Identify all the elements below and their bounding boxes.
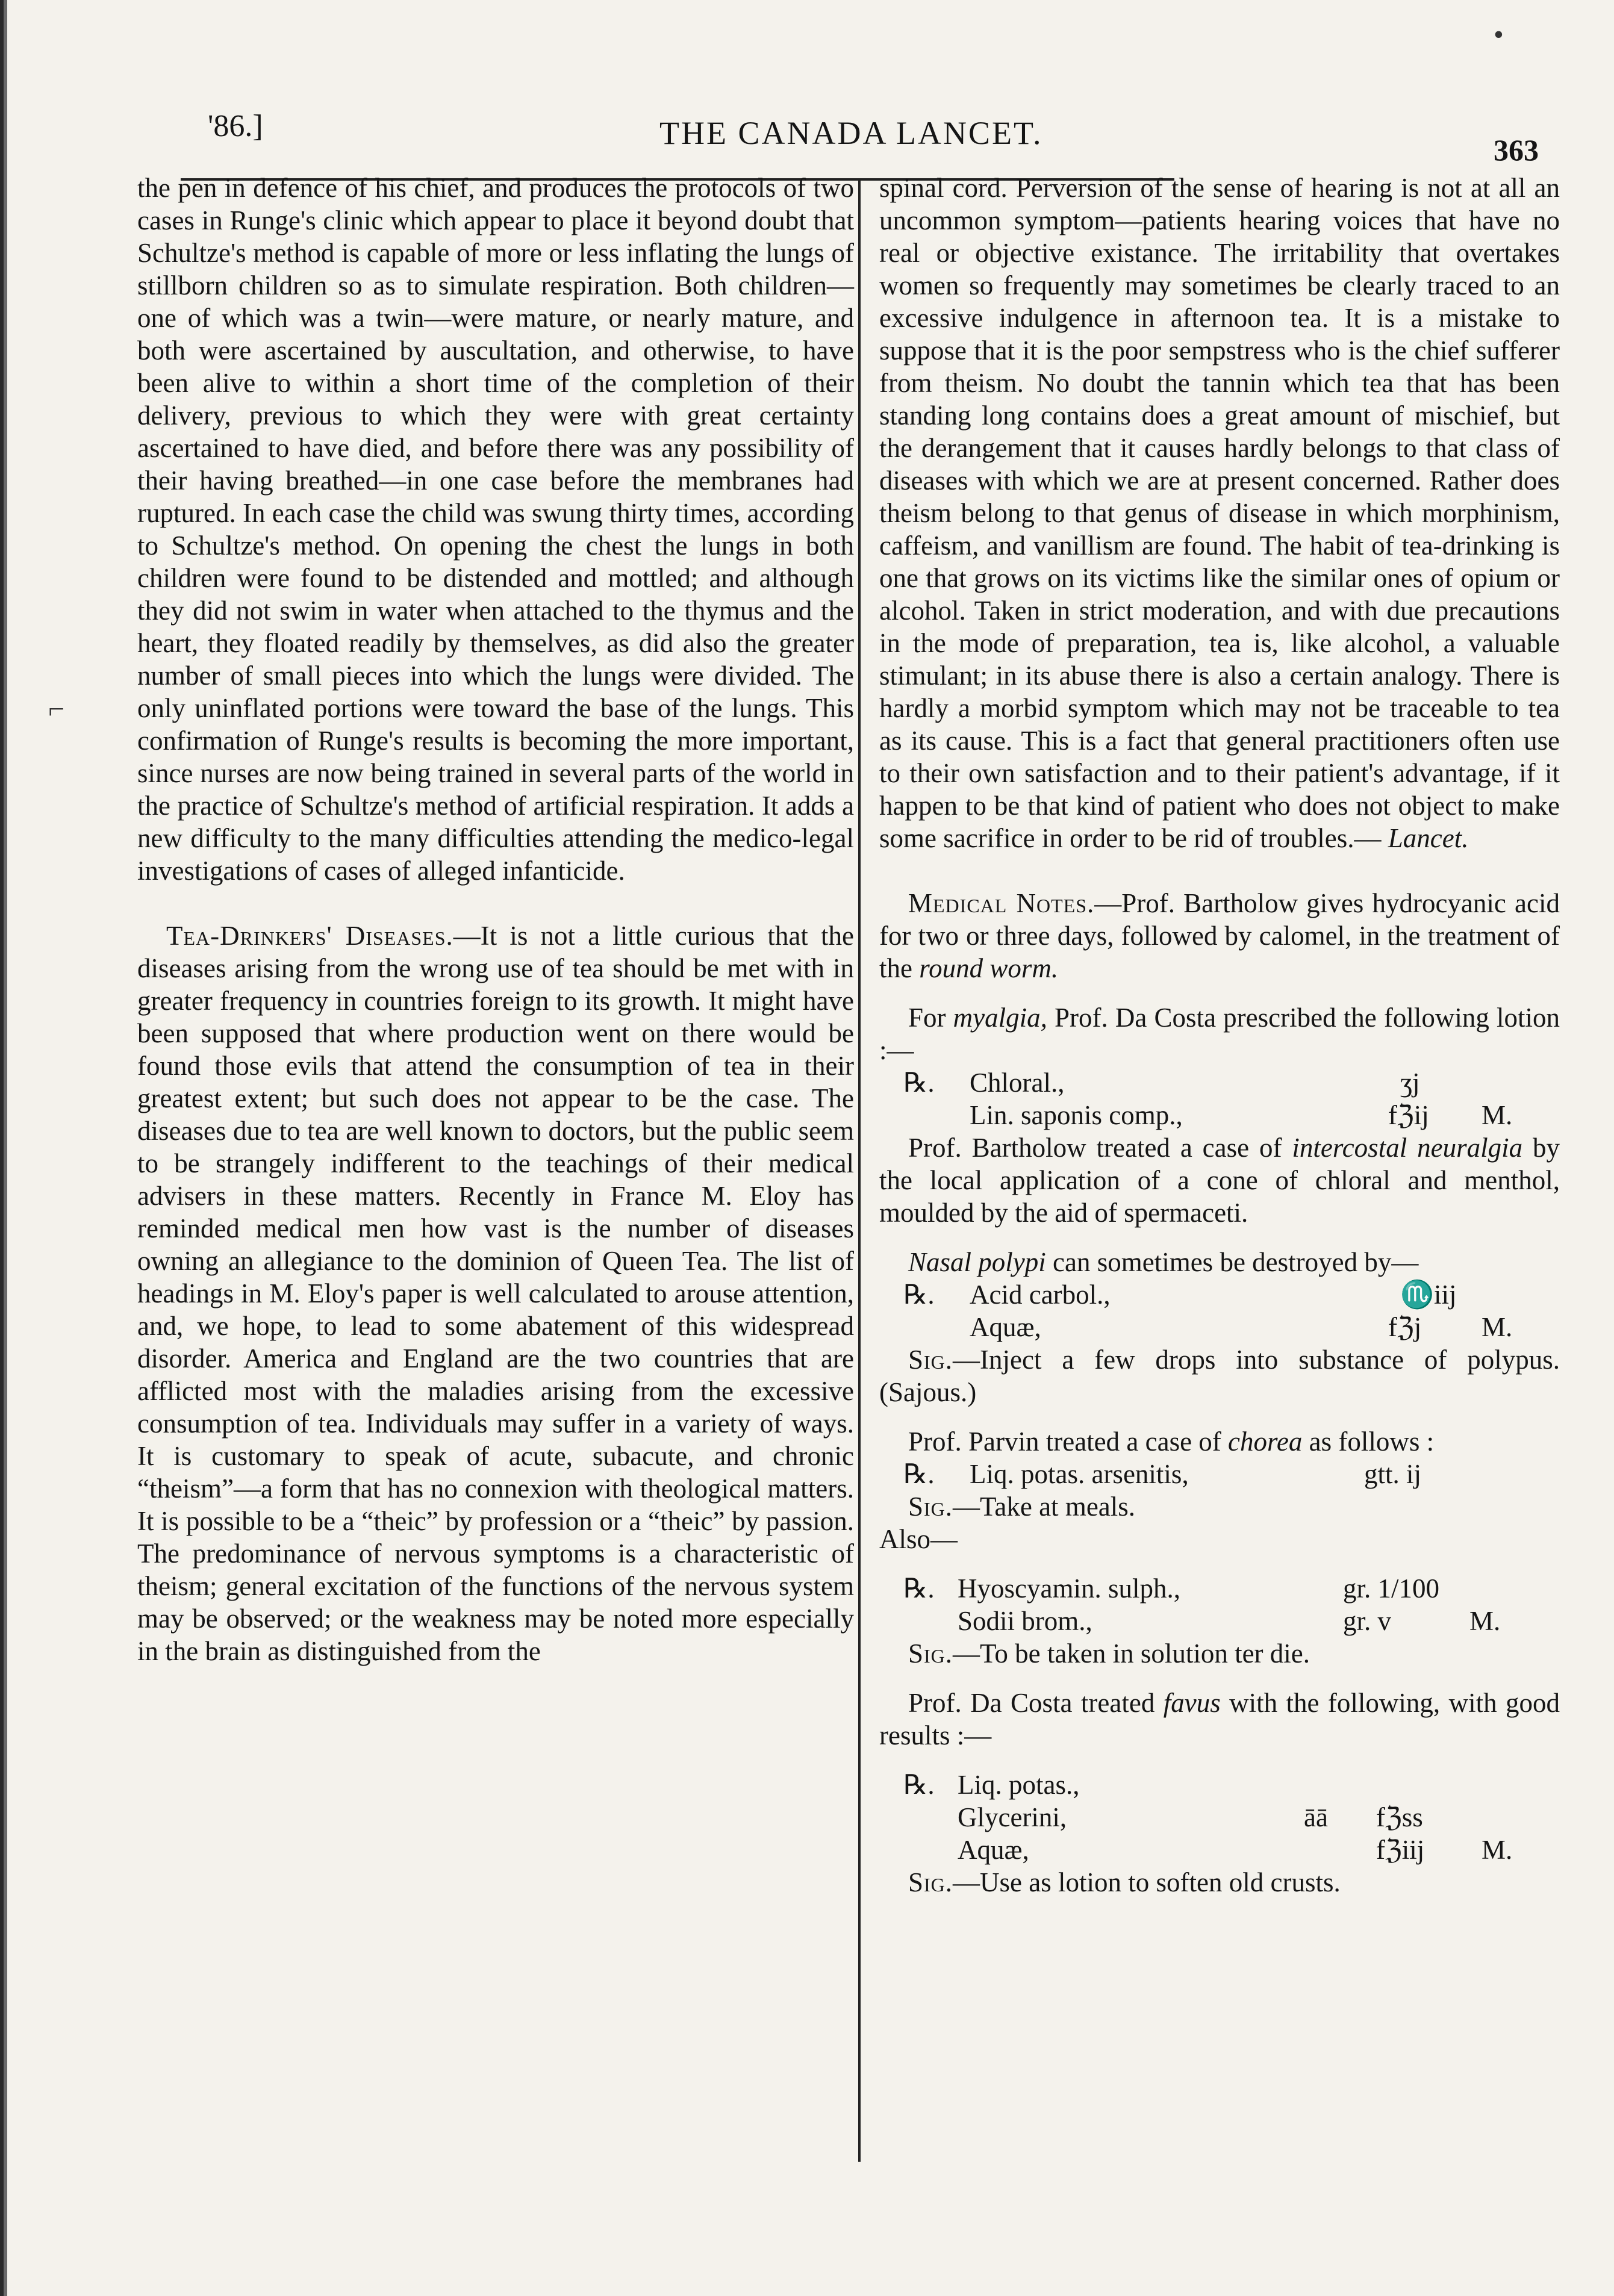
prescription-line: [879, 1278, 1560, 1311]
rx-ingredient: Glycerini,: [958, 1802, 1067, 1832]
signa-label: Sig.: [908, 1638, 953, 1669]
rx-symbol: ℞.: [903, 1068, 935, 1098]
rx-dose: gtt. ij: [1364, 1459, 1422, 1489]
favus-lead: Prof. Da Costa treated: [908, 1688, 1164, 1718]
right-column: [879, 172, 1560, 1899]
tea-source: Lancet.: [1388, 823, 1469, 853]
rx-dose: gr. v: [1343, 1606, 1392, 1636]
prescription-line: [879, 1066, 1560, 1099]
scan-binding-edge: [0, 0, 23, 2296]
signa-text: —To be taken in solution ter die.: [953, 1638, 1310, 1669]
nasal-polypi-text: can sometimes be destroyed by—: [1045, 1247, 1419, 1277]
left-column: [137, 172, 854, 1667]
tea-continued-text: spinal cord. Perversion of the sense of hearing is not at all an uncommon symptom—patients hearing voices that have no real or objective existance. The irritability that overtakes women so frequently may sometimes be clearly traced to an excessive indulgence in afternoon tea. It is a mistake to suppose that it is the poor sempstress who is the chief sufferer from theism. No doubt the tannin which tea that has been standing long contains does a great amount of mischief, but the derangement that it causes hardly belongs to that class of diseases with which we are at present concerned. Rather does theism belong to that genus of disease in which morphinism, caffeism, and vanillism are found. The habit of tea-drinking is one that grows on its victims like the similar ones of opium or alcohol. Taken in strict moderation, and with due precautions in the mode of preparation, tea is, like alcohol, a valuable stimulant; in its abuse there is also a certain analogy. There is hardly a morbid symptom which may not be traceable to tea as its cause. This is a fact that general practitioners often use to their own satisfaction and to their patient's advantage, if it happen to be that kind of patient who does not object to make some sacrifice in order to be rid of troubles.—: [879, 173, 1560, 853]
intercostal-lead: Prof. Bartholow treated a case of: [908, 1133, 1292, 1163]
intercostal-paragraph: [879, 1131, 1560, 1229]
prescription-line: [879, 1572, 1560, 1605]
signa-line: [879, 1637, 1560, 1670]
rx-dose: fℨiij: [1376, 1835, 1425, 1865]
rx-dose: fℨss: [1376, 1802, 1423, 1832]
signa-label: Sig.: [908, 1867, 953, 1897]
rx-ingredient: Aquæ,: [958, 1835, 1029, 1865]
also-line: Also—: [879, 1524, 958, 1554]
prescription-line: [879, 1311, 1560, 1343]
signa-label: Sig.: [908, 1345, 953, 1375]
round-worm-term: round worm.: [919, 953, 1059, 983]
tea-drinkers-article: [137, 919, 854, 1667]
schultze-paragraph: the pen in defence of his chief, and produces the protocols of two cases in Runge's clinic which appear to place it beyond doubt that Schultze's method is capable of more or less inflating the lungs of stillborn children so as to simulate respiration. Both children—one of which was a twin—were mature, or nearly mature, and both were ascertained by auscultation, and otherwise, to have been alive to within a short time of the completion of their delivery, previous to which they were with great certainty ascertained to have died, and before there was any possibility of their having breathed—in one case before the membranes had ruptured. In each case the child was swung thirty times, according to Schultze's method. On opening the chest the lungs in both children were found to be distended and mottled; and although they did not swim in water when attached to the thymus and the heart, they floated readily by themselves, as did also the greater number of small pieces into which the lungs were divided. The only uninflated portions were toward the base of the lungs. This confirmation of Runge's results is becoming the more important, since nurses are now being trained in several parts of the world in the practice of Schultze's method of artificial respiration. It adds a new difficulty to the many difficulties attending the medico-legal investigations of cases of alleged infanticide.: [137, 173, 854, 886]
signa-text: —Use as lotion to soften old crusts.: [953, 1867, 1341, 1897]
header-volume-date: '86.]: [208, 109, 263, 143]
rx-dose: ♏iij: [1400, 1280, 1457, 1310]
myalgia-term: myalgia,: [953, 1003, 1047, 1033]
nasal-polypi-term: Nasal polypi: [908, 1247, 1046, 1277]
rx-ana: āā: [1304, 1802, 1328, 1832]
tea-drinkers-heading: Tea-Drinkers' Diseases.: [166, 921, 453, 951]
rx-dose: fℨij: [1388, 1100, 1429, 1130]
prescription-line: [879, 1834, 1560, 1866]
prescription-line: [879, 1769, 1560, 1801]
signa-line: [879, 1343, 1560, 1408]
prescription-line: [879, 1801, 1560, 1834]
rx-misce: M.: [1469, 1606, 1501, 1636]
rx-ingredient: Lin. saponis comp.,: [970, 1100, 1183, 1130]
rx-ingredient: Chloral.,: [970, 1068, 1065, 1098]
rx-misce: M.: [1482, 1835, 1513, 1865]
rx-misce: M.: [1482, 1100, 1513, 1130]
rx-misce: M.: [1482, 1312, 1513, 1342]
rx-symbol: ℞.: [903, 1770, 935, 1800]
chorea-term: chorea: [1228, 1426, 1303, 1457]
medical-notes-text: —Prof. Bartholow gives hydrocyanic acid for two or three days, followed by calomel, in the treatment of the: [879, 888, 1560, 983]
chorea-text: as follows :: [1302, 1426, 1435, 1457]
prescription-line: [879, 1099, 1560, 1131]
rx-dose: gr. 1/100: [1343, 1573, 1440, 1604]
intercostal-term: intercostal neuralgia: [1292, 1133, 1523, 1163]
intercostal-text: by the local application of a cone of chloral and menthol, moulded by the aid of spermaceti.: [879, 1133, 1560, 1228]
journal-title: THE CANADA LANCET.: [659, 115, 1043, 151]
signa-label: Sig.: [908, 1492, 953, 1522]
rx-dose: fℨj: [1388, 1312, 1422, 1342]
margin-mark-top: •: [1494, 19, 1504, 51]
favus-paragraph: [879, 1687, 1560, 1752]
signa-text: —Inject a few drops into substance of polypus. (Sajous.): [879, 1345, 1560, 1407]
myalgia-paragraph: [879, 1001, 1560, 1066]
myalgia-text: Prof. Da Costa prescribed the following lotion :—: [879, 1003, 1560, 1065]
rx-ingredient: Aquæ,: [970, 1312, 1041, 1342]
nasal-polypi-paragraph: [879, 1246, 1560, 1278]
column-divider: [858, 181, 861, 2162]
rx-symbol: ℞.: [903, 1573, 935, 1604]
signa-line: [879, 1490, 1560, 1523]
prescription-line: [879, 1605, 1560, 1637]
tea-drinkers-body: —It is not a little curious that the diseases arising from the wrong use of tea should be met with in greater frequency in countries foreign to its growth. It might have been supposed that where production went on there would be found those evils that attend the consumption of tea in their greatest extent; but such does not appear to be the case. The diseases due to tea are well known to doctors, but the public seem to be strangely indifferent to the teachings of their medical advisers in these matters. Recently in France M. Eloy has reminded medical men how vast is the number of diseases owning an allegiance to the dominion of Queen Tea. The list of headings in M. Eloy's paper is well calculated to arouse attention, and, we hope, to lead to some abatement of this widespread disorder. America and England are the two countries that are afflicted most with the maladies arising from the excessive consumption of tea. Individuals may suffer in a variety of ways. It is customary to speak of acute, subacute, and chronic “theism”—a form that has no connexion with theological matters. It is possible to be a “theic” by profession or a “theic” by passion. The predominance of nervous symptoms is a characteristic of theism; general excitation of the functions of the nervous system may be observed; or the weakness may be noted more especially in the brain as distinguished from the: [137, 921, 855, 1666]
rx-symbol: ℞.: [903, 1280, 935, 1310]
rx-symbol: ℞.: [903, 1459, 935, 1489]
medical-notes-heading: Medical Notes.: [908, 888, 1095, 918]
rx-ingredient: Liq. potas. arsenitis,: [970, 1459, 1189, 1489]
rx-ingredient: Liq. potas.,: [958, 1770, 1080, 1800]
favus-term: favus: [1163, 1688, 1221, 1718]
prescription-line: [879, 1458, 1560, 1490]
myalgia-lead: For: [908, 1003, 953, 1033]
chorea-lead: Prof. Parvin treated a case of: [908, 1426, 1229, 1457]
page-number: 363: [1494, 133, 1539, 167]
signa-line: [879, 1866, 1560, 1899]
rx-ingredient: Acid carbol.,: [970, 1280, 1111, 1310]
signa-text: —Take at meals.: [953, 1492, 1136, 1522]
rx-ingredient: Sodii brom.,: [958, 1606, 1092, 1636]
chorea-paragraph: [879, 1425, 1560, 1458]
favus-text: with the following, with good results :—: [879, 1688, 1560, 1750]
tea-continued-paragraph: [879, 172, 1560, 854]
margin-mark-left: ⌐: [48, 693, 65, 725]
page-header: [181, 96, 1566, 169]
medical-notes-intro: [879, 887, 1560, 985]
rx-ingredient: Hyoscyamin. sulph.,: [958, 1573, 1180, 1604]
rx-dose: ʒj: [1400, 1068, 1420, 1098]
